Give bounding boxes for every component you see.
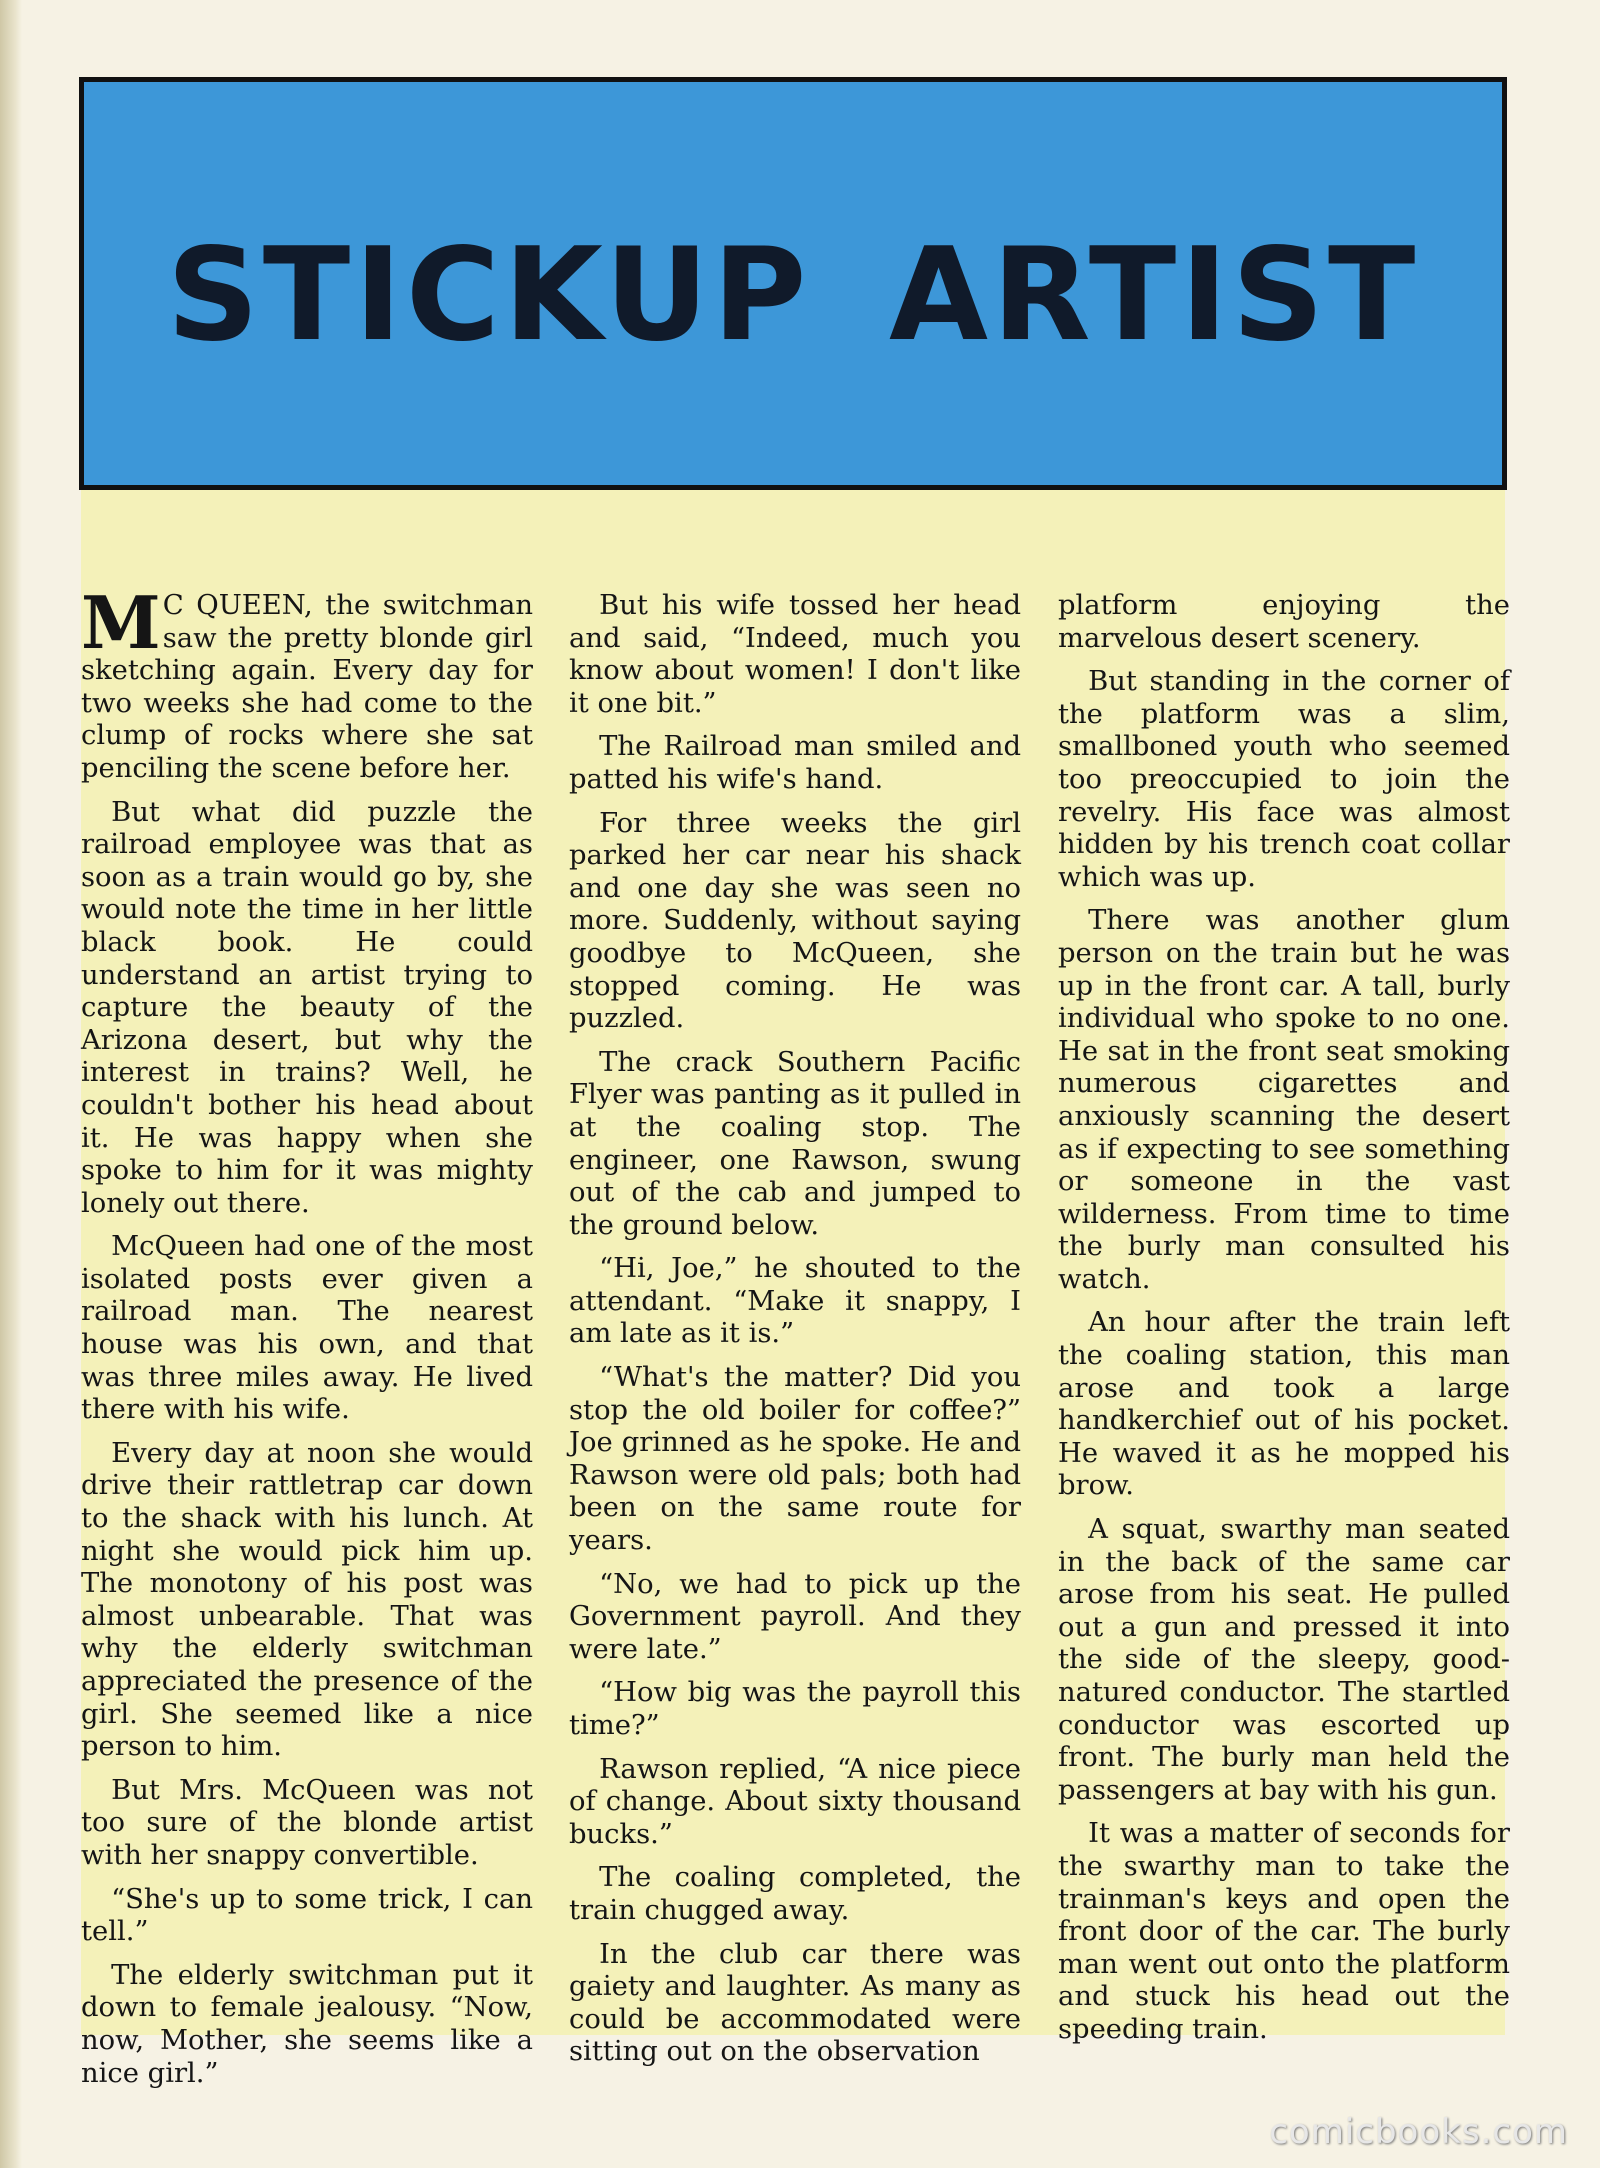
paragraph: It was a matter of seconds for the swarthy man to take the trainman's keys and open the front door of the car. The burly man went out onto the platform and stuck his head out the speeding train. [1058, 1818, 1510, 2045]
paragraph: In the club car there was gaiety and laughter. As many as could be accommodated were sitting out on the observation [569, 1938, 1021, 2068]
paragraph: A squat, swarthy man seated in the back of the same car arose from his seat. He pulled out a gun and pressed it into the side of the sleepy, good-natured conductor. The startled conductor was escorted up front. The burly man held the passengers at bay with his gun. [1058, 1514, 1510, 1806]
paragraph: There was another glum person on the train but he was up in the front car. A tall, burly individual who spoke to no one. He sat in the front seat smoking numerous cigarettes and anxiously scanning the desert as if expecting to see something or someone in the vast wilderness. From time to time the burly man consulted his watch. [1058, 905, 1510, 1295]
paragraph: Rawson replied, “A nice piece of change. About sixty thousand bucks.” [569, 1753, 1021, 1850]
paragraph: “What's the matter? Did you stop the old boiler for coffee?” Joe grinned as he spoke. He and Rawson were old pals; both had been on the same route for years. [569, 1362, 1021, 1557]
text-column-3 [1058, 590, 1510, 2058]
paragraph: The crack Southern Pacific Flyer was panting as it pulled in at the coaling stop. The engineer, one Rawson, swung out of the cab and jumped to the ground below. [569, 1046, 1021, 1241]
article-body [81, 490, 1510, 2089]
paragraph: But Mrs. McQueen was not too sure of the blonde artist with her snappy convertible. [81, 1774, 533, 1871]
paragraph: An hour after the train left the coaling station, this man arose and took a large handkerchief out of his pocket. He waved it as he mopped his brow. [1058, 1307, 1510, 1502]
paragraph: “Hi, Joe,” he shouted to the attendant. “Make it snappy, I am late as it is.” [569, 1253, 1021, 1350]
story-title: STICKUP ARTIST [166, 221, 1420, 370]
paragraph: “No, we had to pick up the Government payroll. And they were late.” [569, 1568, 1021, 1665]
paragraph: The Railroad man smiled and patted his wife's hand. [569, 731, 1021, 795]
paragraph: But his wife tossed her head and said, “Indeed, much you know about women! I don't like it one bit.” [569, 590, 1021, 719]
paragraph: M C QUEEN, the switchman saw the pretty blonde girl sketching again. Every day for two weeks she had come to the clump of rocks where she sat penciling the scene before her. [81, 580, 533, 784]
paragraph: Every day at noon she would drive their rattletrap car down to the shack with his lunch. At night she would pick him up. The monotony of his post was almost unbearable. That was why the elderly switchman appreciated the presence of the girl. She seemed like a nice person to him. [81, 1437, 533, 1763]
paragraph: “How big was the payroll this time?” [569, 1677, 1021, 1741]
paragraph: But standing in the corner of the platform was a slim, smallboned youth who seemed too preoccupied to join the revelry. His face was almost hidden by his trench coat collar which was up. [1058, 666, 1510, 893]
drop-cap: M [81, 580, 161, 665]
watermark: comicbooks.com [1269, 2112, 1568, 2152]
paragraph: The coaling completed, the train chugged away. [569, 1862, 1021, 1926]
text-column-1 [81, 580, 533, 2101]
paragraph: “She's up to some trick, I can tell.” [81, 1883, 533, 1948]
paragraph: The elderly switchman put it down to female jealousy. “Now, now, Mother, she seems like a nice girl.” [81, 1959, 533, 2089]
paragraph: But what did puzzle the railroad employee was that as soon as a train would go by, she would note the time in her little black book. He could understand an artist trying to capture the beauty of the Arizona desert, but why the interest in trains? Well, he couldn't bother his head about it. He was happy when she spoke to him for it was mighty lonely out there. [81, 796, 533, 1219]
paragraph: McQueen had one of the most isolated posts ever given a railroad man. The nearest house was his own, and that was three miles away. He lived there with his wife. [81, 1231, 533, 1426]
page-left-edge [0, 0, 22, 2168]
paragraph: For three weeks the girl parked her car near his shack and one day she was seen no more. Suddenly, without saying goodbye to McQueen, she stopped coming. He was puzzled. [569, 807, 1021, 1035]
paragraph: platform enjoying the marvelous desert scenery. [1058, 590, 1510, 654]
title-banner [79, 77, 1507, 490]
text-column-2 [569, 590, 1021, 2080]
